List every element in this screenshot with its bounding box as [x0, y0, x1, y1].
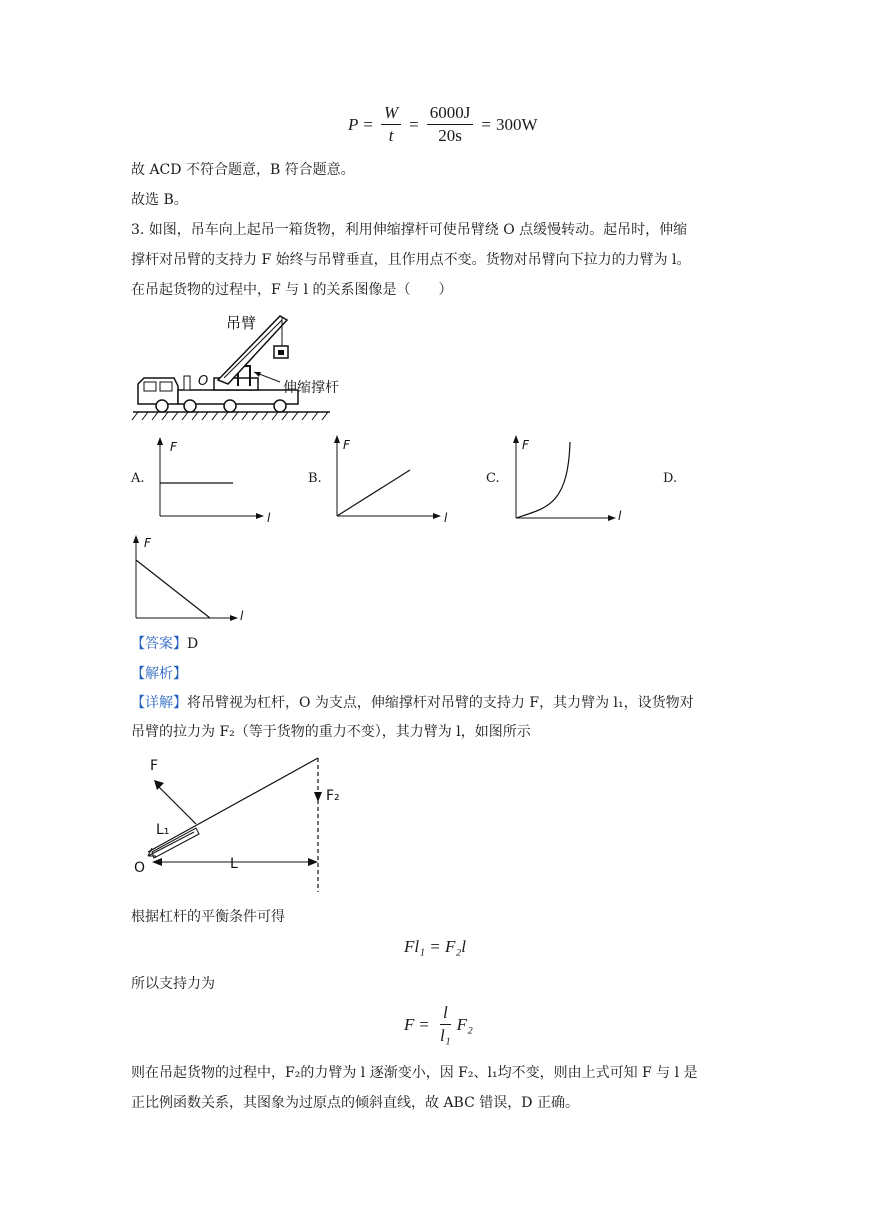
question-line-3: 在吊起货物的过程中，F 与 l 的关系图像是（ ） [131, 282, 453, 298]
formula-p: P [348, 114, 359, 134]
analysis-tag: 【解析】 [131, 666, 187, 682]
balance-formula: Fl₁ = F₂l [404, 937, 467, 956]
final-line-2: 正比例函数关系，其图象为过原点的倾斜直线，故 ABC 错误，D 正确。 [131, 1095, 579, 1111]
option-c-graph [506, 434, 636, 522]
option-d-y-axis: F [144, 536, 151, 550]
option-a-y-axis: F [170, 440, 177, 454]
answer-line [131, 634, 198, 654]
final-line-1: 则在吊起货物的过程中，F₂的力臂为 l 逐渐变小，因 F₂、l₁均不变，则由上式可知 F 与 l 是 [131, 1065, 698, 1081]
option-b-label: B. [308, 471, 322, 486]
option-b-graph [327, 434, 457, 522]
crane-strut-label: 伸缩撑杆 [283, 380, 339, 396]
lever-pivot-label: O [134, 860, 146, 876]
option-b-x-axis: l [444, 511, 448, 522]
lever-arm1-label: L₁ [156, 822, 170, 838]
option-a-graph [150, 436, 280, 524]
detail-tag: 【详解】 [131, 695, 187, 711]
detail-line-2: 吊臂的拉力为 F₂（等于货物的重力不变），其力臂为 l，如图所示 [131, 724, 531, 740]
support-text: 所以支持力为 [131, 976, 215, 992]
answer-value: D [187, 636, 199, 652]
crane-pivot-label: O [198, 374, 209, 389]
fraction-values: $\frac{6000J}{20s}$ [427, 104, 474, 145]
crane-figure [130, 310, 340, 422]
option-d-graph [126, 534, 256, 624]
formula-result: 300W [495, 114, 538, 134]
option-c-y-axis: F [522, 438, 529, 452]
lever-force2-label: F₂ [326, 788, 340, 804]
lever-figure [130, 752, 360, 892]
option-d-label: D. [663, 471, 678, 486]
fraction-w-t: $\frac{W}{t}$ [381, 104, 401, 145]
option-c-x-axis: l [618, 509, 622, 522]
option-a-label: A. [131, 471, 145, 486]
option-c-label: C. [486, 471, 500, 486]
answer-tag: 【答案】 [131, 636, 187, 652]
lever-force-label: F [150, 758, 159, 774]
option-b-y-axis: F [343, 438, 350, 452]
power-formula: P = $\frac{W}{t}$ = $\frac{6000J}{20s}$ = 300W [348, 103, 538, 145]
detail-text-1: 将吊臂视为杠杆，O 为支点，伸缩撑杆对吊臂的支持力 F，其力臂为 l₁，设货物对 [187, 695, 694, 711]
balance-text: 根据杠杆的平衡条件可得 [131, 909, 285, 925]
lever-arm-label: L [230, 856, 238, 872]
question-line-2: 撑杆对吊臂的支持力 F 始终与吊臂垂直，且作用点不变。货物对吊臂向下拉力的力臂为 l。 [131, 252, 691, 268]
option-d-x-axis: l [240, 609, 244, 623]
support-formula: F = $\frac{l}{\text{l₁}}$ F₂ [404, 1003, 473, 1045]
question-line-1: 3. 如图，吊车向上起吊一箱货物，利用伸缩撑杆可使吊臂绕 O 点缓慢转动。起吊时，伸缩 [131, 222, 688, 238]
detail-line-1 [131, 693, 694, 713]
option-a-x-axis: l [267, 511, 271, 524]
crane-arm-label: 吊臂 [226, 314, 257, 332]
conclusion-line: 故 ACD 不符合题意，B 符合题意。 [131, 162, 355, 178]
choose-line: 故选 B。 [131, 192, 188, 208]
